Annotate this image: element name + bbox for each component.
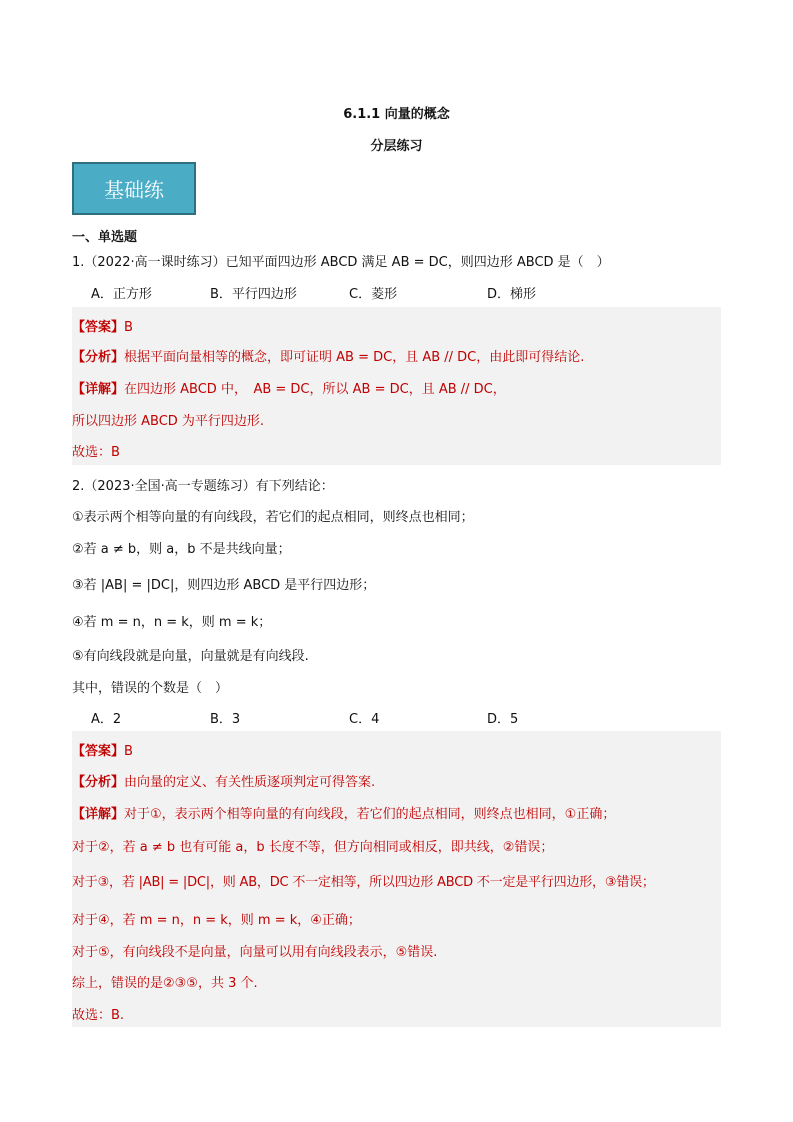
q1-detail-line-2: 所以四边形 ABCD 为平行四边形. — [72, 414, 265, 429]
q2-answer: B — [124, 744, 133, 759]
q1-option-d: D．梯形 — [487, 287, 537, 302]
q1-analysis: 根据平面向量相等的概念，即可证明 AB = DC，且 AB // DC，由此即可得结论. — [124, 350, 585, 365]
q1-answer-line — [72, 316, 133, 335]
q2-detail-line-3: 对于③，若 |AB| = |DC|，则 AB，DC 不一定相等，所以四边形 ABCD 不一定是平行四边形，③错误； — [72, 875, 655, 890]
q2-answer-tag: 【答案】 — [72, 744, 125, 759]
q1-choice: 故选：B — [72, 445, 120, 460]
q1-detail-line — [72, 378, 506, 397]
q1-answer-tag: 【答案】 — [72, 320, 125, 335]
section-heading: 一、单选题 — [72, 230, 138, 245]
q2-choice: 故选：B. — [72, 1008, 125, 1023]
q2-detail-line-6: 综上，错误的是②③⑤，共 3 个. — [72, 976, 258, 991]
q1-option-a: A．正方形 — [91, 287, 152, 302]
q2-option-c: C．4 — [349, 712, 380, 727]
q2-option-b: B．3 — [210, 712, 241, 727]
q2-item-5: ⑤有向线段就是向量，向量就是有向线段. — [72, 649, 309, 664]
q1-option-b: B．平行四边形 — [210, 287, 297, 302]
q2-analysis: 由向量的定义、有关性质逐项判定可得答案. — [124, 775, 376, 790]
q2-detail-line-2: 对于②，若 a ≠ b 也有可能 a，b 长度不等，但方向相同或相反，即共线，②错误； — [72, 840, 554, 855]
q2-answer-line — [72, 740, 133, 759]
q2-detail-line-4: 对于④，若 m = n，n = k，则 m = k，④正确； — [72, 913, 361, 928]
question-1-stem: 1.（2022·高一课时练习）已知平面四边形 ABCD 满足 AB = DC，则四边形 ABCD 是（ ） — [72, 255, 610, 270]
level-banner-text: 基础练 — [104, 178, 164, 202]
q1-option-c: C．菱形 — [349, 287, 398, 302]
q2-analysis-line — [72, 771, 375, 790]
q2-item-3: ③若 |AB| = |DC|，则四边形 ABCD 是平行四边形； — [72, 578, 376, 593]
question-2-stem: 2.（2023·全国·高一专题练习）有下列结论： — [72, 479, 334, 494]
page-subtitle: 分层练习 — [370, 139, 423, 154]
q1-analysis-line — [72, 346, 584, 365]
q1-analysis-tag: 【分析】 — [72, 350, 125, 365]
q2-detail-line — [72, 803, 615, 822]
page-title: 6.1.1 向量的概念 — [343, 107, 450, 122]
q2-detail-line-5: 对于⑤，有向线段不是向量，向量可以用有向线段表示，⑤错误. — [72, 945, 438, 960]
q1-detail-tag: 【详解】 — [72, 382, 125, 397]
q2-question: 其中，错误的个数是（ ） — [72, 681, 229, 696]
q2-item-4: ④若 m = n，n = k，则 m = k； — [72, 615, 272, 630]
q2-analysis-tag: 【分析】 — [72, 775, 125, 790]
q2-detail: 对于①，表示两个相等向量的有向线段，若它们的起点相同，则终点也相同，①正确； — [124, 807, 616, 822]
level-banner — [72, 162, 196, 215]
q2-option-d: D．5 — [487, 712, 519, 727]
q2-detail-tag: 【详解】 — [72, 807, 125, 822]
q2-item-2: ②若 a ≠ b，则 a，b 不是共线向量； — [72, 542, 291, 557]
q2-item-1: ①表示两个相等向量的有向线段，若它们的起点相同，则终点也相同； — [72, 510, 474, 525]
q2-option-a: A．2 — [91, 712, 122, 727]
q1-answer: B — [124, 320, 133, 335]
q1-detail: 在四边形 ABCD 中， AB = DC，所以 AB = DC，且 AB // DC， — [124, 382, 506, 397]
